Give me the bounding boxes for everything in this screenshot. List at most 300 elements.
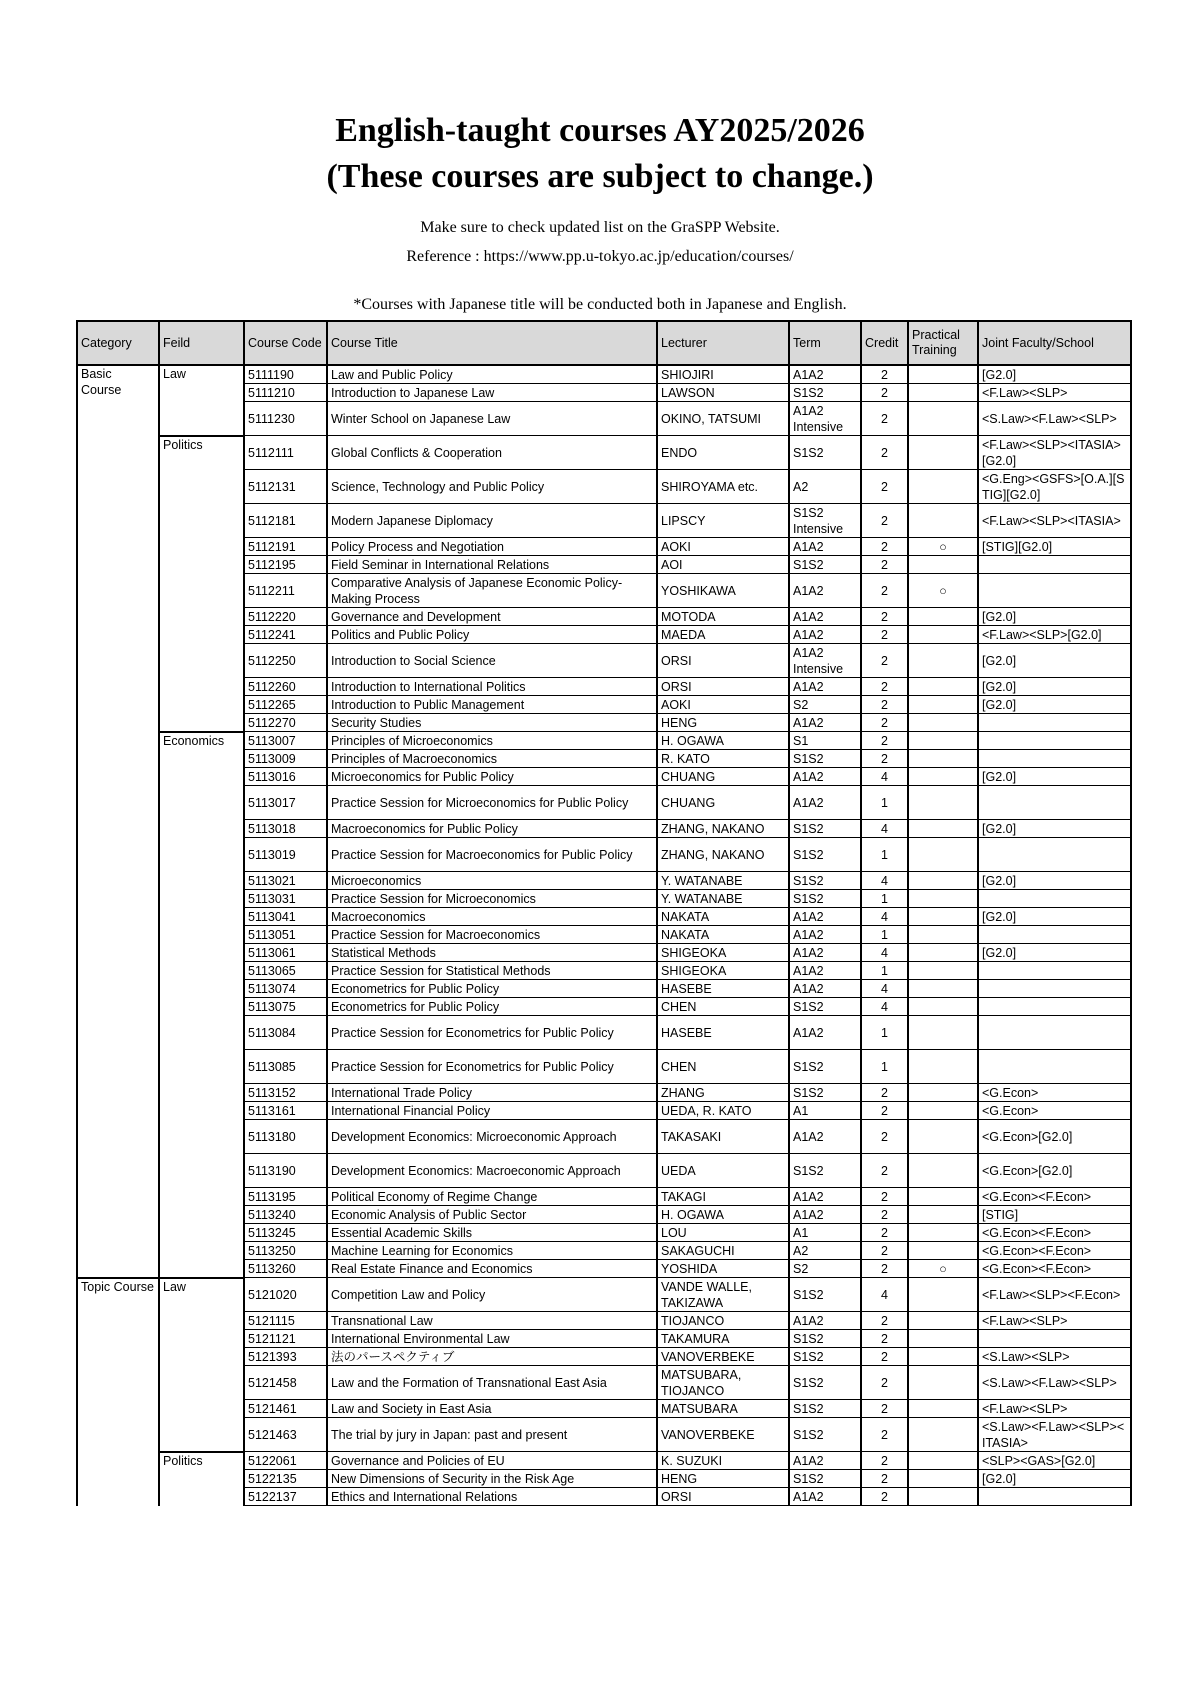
- course-code-cell: 5113195: [244, 1188, 327, 1206]
- term-cell: A1A2: [789, 786, 861, 820]
- credit-cell: 2: [861, 402, 908, 436]
- practical-training-cell: [908, 402, 978, 436]
- course-title-cell: Introduction to Public Management: [327, 696, 657, 714]
- joint-faculty-cell: [G2.0]: [978, 908, 1131, 926]
- course-table-body: [77, 365, 1131, 1506]
- term-cell: S1S2: [789, 998, 861, 1016]
- term-cell: S1S2: [789, 1366, 861, 1400]
- credit-cell: 2: [861, 470, 908, 504]
- joint-faculty-cell: [978, 786, 1131, 820]
- course-code-cell: 5112191: [244, 538, 327, 556]
- lecturer-cell: NAKATA: [657, 926, 789, 944]
- practical-training-cell: [908, 1188, 978, 1206]
- joint-faculty-cell: <G.Econ>: [978, 1084, 1131, 1102]
- course-code-cell: 5113041: [244, 908, 327, 926]
- column-header-category: Category: [77, 321, 159, 365]
- course-code-cell: 5122061: [244, 1452, 327, 1470]
- lecturer-cell: YOSHIKAWA: [657, 574, 789, 608]
- joint-faculty-cell: [978, 980, 1131, 998]
- course-title-cell: Econometrics for Public Policy: [327, 980, 657, 998]
- course-title-cell: Introduction to Japanese Law: [327, 384, 657, 402]
- joint-faculty-cell: [978, 1050, 1131, 1084]
- term-cell: S1S2: [789, 890, 861, 908]
- term-cell: S1S2: [789, 1418, 861, 1452]
- course-title-cell: Development Economics: Macroeconomic Approach: [327, 1154, 657, 1188]
- joint-faculty-cell: <S.Law><F.Law><SLP>: [978, 1366, 1131, 1400]
- course-code-cell: 5121461: [244, 1400, 327, 1418]
- joint-faculty-cell: [G2.0]: [978, 820, 1131, 838]
- course-title-cell: Practice Session for Macroeconomics: [327, 926, 657, 944]
- course-title-cell: Governance and Development: [327, 608, 657, 626]
- course-title-cell: Introduction to International Politics: [327, 678, 657, 696]
- lecturer-cell: VANOVERBEKE: [657, 1418, 789, 1452]
- practical-training-cell: [908, 908, 978, 926]
- course-title-cell: Security Studies: [327, 714, 657, 732]
- credit-cell: 2: [861, 1348, 908, 1366]
- practical-training-cell: ○: [908, 1260, 978, 1278]
- joint-faculty-cell: <F.Law><SLP><F.Econ>: [978, 1278, 1131, 1312]
- practical-training-cell: [908, 872, 978, 890]
- course-title-cell: Principles of Microeconomics: [327, 732, 657, 750]
- practical-training-cell: [908, 470, 978, 504]
- credit-cell: 2: [861, 678, 908, 696]
- course-code-cell: 5113017: [244, 786, 327, 820]
- practical-training-cell: [908, 1400, 978, 1418]
- practical-training-cell: [908, 1084, 978, 1102]
- practical-training-cell: [908, 890, 978, 908]
- field-cell: Politics: [159, 1452, 244, 1506]
- term-cell: A1A2: [789, 944, 861, 962]
- term-cell: A1A2: [789, 980, 861, 998]
- joint-faculty-cell: [978, 556, 1131, 574]
- term-cell: S1S2: [789, 1278, 861, 1312]
- lecturer-cell: NAKATA: [657, 908, 789, 926]
- credit-cell: 2: [861, 1470, 908, 1488]
- term-cell: A1: [789, 1224, 861, 1242]
- practical-training-cell: ○: [908, 574, 978, 608]
- course-title-cell: International Environmental Law: [327, 1330, 657, 1348]
- term-cell: A1A2: [789, 1488, 861, 1506]
- term-cell: A1A2: [789, 1206, 861, 1224]
- course-title-cell: The trial by jury in Japan: past and present: [327, 1418, 657, 1452]
- joint-faculty-cell: [G2.0]: [978, 944, 1131, 962]
- joint-faculty-cell: [G2.0]: [978, 872, 1131, 890]
- credit-cell: 2: [861, 750, 908, 768]
- lecturer-cell: ZHANG: [657, 1084, 789, 1102]
- lecturer-cell: LAWSON: [657, 384, 789, 402]
- joint-faculty-cell: [G2.0]: [978, 678, 1131, 696]
- term-cell: A1A2: [789, 768, 861, 786]
- lecturer-cell: OKINO, TATSUMI: [657, 402, 789, 436]
- course-code-cell: 5121115: [244, 1312, 327, 1330]
- credit-cell: 1: [861, 1016, 908, 1050]
- term-cell: S1S2: [789, 1470, 861, 1488]
- practical-training-cell: [908, 1418, 978, 1452]
- credit-cell: 2: [861, 626, 908, 644]
- document-subtitle: (These courses are subject to change.): [326, 158, 874, 195]
- column-header-lecturer: Lecturer: [657, 321, 789, 365]
- practical-training-cell: [908, 1470, 978, 1488]
- practical-training-cell: [908, 608, 978, 626]
- credit-cell: 2: [861, 504, 908, 538]
- joint-faculty-cell: [G2.0]: [978, 644, 1131, 678]
- practical-training-cell: [908, 1050, 978, 1084]
- course-code-cell: 5121020: [244, 1278, 327, 1312]
- credit-cell: 2: [861, 732, 908, 750]
- lecturer-cell: LIPSCY: [657, 504, 789, 538]
- table-row: [77, 732, 1131, 750]
- credit-cell: 4: [861, 998, 908, 1016]
- course-code-cell: 5113007: [244, 732, 327, 750]
- joint-faculty-cell: <G.Econ><F.Econ>: [978, 1260, 1131, 1278]
- credit-cell: 2: [861, 696, 908, 714]
- credit-cell: 2: [861, 1400, 908, 1418]
- joint-faculty-cell: [978, 750, 1131, 768]
- credit-cell: 4: [861, 980, 908, 998]
- course-code-cell: 5112181: [244, 504, 327, 538]
- course-code-cell: 5112260: [244, 678, 327, 696]
- credit-cell: 2: [861, 1330, 908, 1348]
- lecturer-cell: CHEN: [657, 1050, 789, 1084]
- joint-faculty-cell: <G.Econ>[G2.0]: [978, 1120, 1131, 1154]
- course-code-cell: 5113161: [244, 1102, 327, 1120]
- course-code-cell: 5112195: [244, 556, 327, 574]
- lecturer-cell: MATSUBARA, TIOJANCO: [657, 1366, 789, 1400]
- lecturer-cell: MATSUBARA: [657, 1400, 789, 1418]
- course-code-cell: 5113190: [244, 1154, 327, 1188]
- joint-faculty-cell: [STIG][G2.0]: [978, 538, 1131, 556]
- credit-cell: 4: [861, 1278, 908, 1312]
- practical-training-cell: [908, 1242, 978, 1260]
- practical-training-cell: [908, 1016, 978, 1050]
- term-cell: S1S2: [789, 1084, 861, 1102]
- term-cell: S1S2: [789, 820, 861, 838]
- course-title-cell: Machine Learning for Economics: [327, 1242, 657, 1260]
- column-header-course-code: Course Code: [244, 321, 327, 365]
- update-note: Make sure to check updated list on the GraSPP Website.: [420, 219, 780, 236]
- joint-faculty-cell: [STIG]: [978, 1206, 1131, 1224]
- term-cell: A1A2: [789, 678, 861, 696]
- japanese-title-note: *Courses with Japanese title will be conducted both in Japanese and English.: [353, 296, 847, 313]
- credit-cell: 2: [861, 1452, 908, 1470]
- table-row: [77, 1452, 1131, 1470]
- term-cell: S1S2: [789, 1348, 861, 1366]
- practical-training-cell: [908, 714, 978, 732]
- joint-faculty-cell: <SLP><GAS>[G2.0]: [978, 1452, 1131, 1470]
- course-table: [76, 320, 1132, 1506]
- practical-training-cell: [908, 365, 978, 384]
- credit-cell: 1: [861, 890, 908, 908]
- practical-training-cell: [908, 1366, 978, 1400]
- column-header-joint-faculty: Joint Faculty/School: [978, 321, 1131, 365]
- joint-faculty-cell: <F.Law><SLP>[G2.0]: [978, 626, 1131, 644]
- practical-training-cell: ○: [908, 538, 978, 556]
- lecturer-cell: TAKAMURA: [657, 1330, 789, 1348]
- column-header-field: Feild: [159, 321, 244, 365]
- term-cell: A2: [789, 1242, 861, 1260]
- field-cell: Politics: [159, 436, 244, 732]
- lecturer-cell: H. OGAWA: [657, 732, 789, 750]
- term-cell: A1A2: [789, 962, 861, 980]
- credit-cell: 2: [861, 1366, 908, 1400]
- practical-training-cell: [908, 1312, 978, 1330]
- course-title-cell: Policy Process and Negotiation: [327, 538, 657, 556]
- lecturer-cell: AOKI: [657, 538, 789, 556]
- credit-cell: 1: [861, 962, 908, 980]
- course-code-cell: 5113240: [244, 1206, 327, 1224]
- term-cell: A1A2: [789, 1016, 861, 1050]
- lecturer-cell: K. SUZUKI: [657, 1452, 789, 1470]
- course-title-cell: Governance and Policies of EU: [327, 1452, 657, 1470]
- course-title-cell: Practice Session for Econometrics for Public Policy: [327, 1016, 657, 1050]
- credit-cell: 2: [861, 714, 908, 732]
- course-code-cell: 5113051: [244, 926, 327, 944]
- course-title-cell: Statistical Methods: [327, 944, 657, 962]
- course-code-cell: 5122135: [244, 1470, 327, 1488]
- joint-faculty-cell: [978, 838, 1131, 872]
- credit-cell: 4: [861, 820, 908, 838]
- joint-faculty-cell: <F.Law><SLP><ITASIA>[G2.0]: [978, 436, 1131, 470]
- lecturer-cell: TIOJANCO: [657, 1312, 789, 1330]
- term-cell: A2: [789, 470, 861, 504]
- term-cell: S1S2: [789, 384, 861, 402]
- practical-training-cell: [908, 1102, 978, 1120]
- practical-training-cell: [908, 1452, 978, 1470]
- lecturer-cell: Y. WATANABE: [657, 890, 789, 908]
- course-code-cell: 5112220: [244, 608, 327, 626]
- lecturer-cell: CHUANG: [657, 786, 789, 820]
- term-cell: A1A2: [789, 1188, 861, 1206]
- course-title-cell: Microeconomics for Public Policy: [327, 768, 657, 786]
- joint-faculty-cell: <S.Law><F.Law><SLP>: [978, 402, 1131, 436]
- credit-cell: 1: [861, 1050, 908, 1084]
- course-title-cell: Macroeconomics: [327, 908, 657, 926]
- course-code-cell: 5113245: [244, 1224, 327, 1242]
- course-title-cell: Macroeconomics for Public Policy: [327, 820, 657, 838]
- practical-training-cell: [908, 768, 978, 786]
- joint-faculty-cell: <S.Law><SLP>: [978, 1348, 1131, 1366]
- practical-training-cell: [908, 626, 978, 644]
- term-cell: A1A2: [789, 538, 861, 556]
- course-title-cell: Modern Japanese Diplomacy: [327, 504, 657, 538]
- course-title-cell: Science, Technology and Public Policy: [327, 470, 657, 504]
- practical-training-cell: [908, 504, 978, 538]
- practical-training-cell: [908, 732, 978, 750]
- field-cell: Law: [159, 365, 244, 436]
- term-cell: S1S2: [789, 556, 861, 574]
- course-title-cell: Transnational Law: [327, 1312, 657, 1330]
- course-code-cell: 5112265: [244, 696, 327, 714]
- credit-cell: 2: [861, 384, 908, 402]
- column-header-practical-training: Practical Training: [908, 321, 978, 365]
- joint-faculty-cell: [978, 962, 1131, 980]
- lecturer-cell: AOI: [657, 556, 789, 574]
- course-code-cell: 5113074: [244, 980, 327, 998]
- term-cell: A1A2: [789, 608, 861, 626]
- column-header-credit: Credit: [861, 321, 908, 365]
- lecturer-cell: AOKI: [657, 696, 789, 714]
- course-title-cell: Real Estate Finance and Economics: [327, 1260, 657, 1278]
- practical-training-cell: [908, 980, 978, 998]
- credit-cell: 2: [861, 436, 908, 470]
- lecturer-cell: UEDA: [657, 1154, 789, 1188]
- course-title-cell: Comparative Analysis of Japanese Economic Policy-Making Process: [327, 574, 657, 608]
- practical-training-cell: [908, 944, 978, 962]
- lecturer-cell: HASEBE: [657, 1016, 789, 1050]
- lecturer-cell: Y. WATANABE: [657, 872, 789, 890]
- practical-training-cell: [908, 962, 978, 980]
- column-header-course-title: Course Title: [327, 321, 657, 365]
- term-cell: S2: [789, 1260, 861, 1278]
- course-title-cell: Law and the Formation of Transnational East Asia: [327, 1366, 657, 1400]
- course-title-cell: Principles of Macroeconomics: [327, 750, 657, 768]
- course-code-cell: 5112211: [244, 574, 327, 608]
- course-code-cell: 5113009: [244, 750, 327, 768]
- field-cell: Law: [159, 1278, 244, 1452]
- course-code-cell: 5111230: [244, 402, 327, 436]
- lecturer-cell: VANDE WALLE, TAKIZAWA: [657, 1278, 789, 1312]
- term-cell: S1S2: [789, 1050, 861, 1084]
- credit-cell: 2: [861, 1084, 908, 1102]
- term-cell: S1S2: [789, 872, 861, 890]
- practical-training-cell: [908, 1120, 978, 1154]
- practical-training-cell: [908, 384, 978, 402]
- credit-cell: 2: [861, 644, 908, 678]
- lecturer-cell: ENDO: [657, 436, 789, 470]
- practical-training-cell: [908, 750, 978, 768]
- joint-faculty-cell: <F.Law><SLP><ITASIA>: [978, 504, 1131, 538]
- course-code-cell: 5112111: [244, 436, 327, 470]
- course-code-cell: 5113065: [244, 962, 327, 980]
- lecturer-cell: UEDA, R. KATO: [657, 1102, 789, 1120]
- term-cell: A1A2: [789, 1120, 861, 1154]
- practical-training-cell: [908, 1330, 978, 1348]
- joint-faculty-cell: <S.Law><F.Law><SLP><ITASIA>: [978, 1418, 1131, 1452]
- term-cell: A1A2: [789, 1312, 861, 1330]
- lecturer-cell: ORSI: [657, 678, 789, 696]
- course-code-cell: 5121393: [244, 1348, 327, 1366]
- practical-training-cell: [908, 556, 978, 574]
- joint-faculty-cell: [978, 926, 1131, 944]
- course-code-cell: 5121121: [244, 1330, 327, 1348]
- reference-note: Reference : https://www.pp.u-tokyo.ac.jp/education/courses/: [406, 248, 794, 265]
- course-title-cell: Practice Session for Statistical Methods: [327, 962, 657, 980]
- joint-faculty-cell: [978, 732, 1131, 750]
- course-title-cell: International Trade Policy: [327, 1084, 657, 1102]
- course-title-cell: Practice Session for Econometrics for Public Policy: [327, 1050, 657, 1084]
- table-header-row: [77, 321, 1131, 365]
- joint-faculty-cell: [978, 1488, 1131, 1506]
- term-cell: A1A2: [789, 714, 861, 732]
- joint-faculty-cell: <F.Law><SLP>: [978, 1400, 1131, 1418]
- credit-cell: 4: [861, 768, 908, 786]
- credit-cell: 2: [861, 365, 908, 384]
- term-cell: A1A2 Intensive: [789, 402, 861, 436]
- credit-cell: 2: [861, 1206, 908, 1224]
- document-title: English-taught courses AY2025/2026: [335, 112, 865, 149]
- practical-training-cell: [908, 1278, 978, 1312]
- term-cell: A1A2: [789, 574, 861, 608]
- course-title-cell: Practice Session for Microeconomics: [327, 890, 657, 908]
- course-title-cell: Global Conflicts & Cooperation: [327, 436, 657, 470]
- practical-training-cell: [908, 838, 978, 872]
- joint-faculty-cell: [G2.0]: [978, 696, 1131, 714]
- lecturer-cell: SHIGEOKA: [657, 944, 789, 962]
- column-header-term: Term: [789, 321, 861, 365]
- lecturer-cell: SHIROYAMA etc.: [657, 470, 789, 504]
- course-title-cell: International Financial Policy: [327, 1102, 657, 1120]
- term-cell: S1S2: [789, 1154, 861, 1188]
- credit-cell: 2: [861, 1242, 908, 1260]
- practical-training-cell: [908, 998, 978, 1016]
- credit-cell: 2: [861, 556, 908, 574]
- credit-cell: 2: [861, 1224, 908, 1242]
- credit-cell: 2: [861, 1312, 908, 1330]
- course-code-cell: 5113075: [244, 998, 327, 1016]
- course-title-cell: Ethics and International Relations: [327, 1488, 657, 1506]
- credit-cell: 2: [861, 608, 908, 626]
- course-title-cell: Practice Session for Macroeconomics for Public Policy: [327, 838, 657, 872]
- credit-cell: 2: [861, 1188, 908, 1206]
- joint-faculty-cell: [G2.0]: [978, 365, 1131, 384]
- lecturer-cell: H. OGAWA: [657, 1206, 789, 1224]
- lecturer-cell: HENG: [657, 1470, 789, 1488]
- credit-cell: 2: [861, 1260, 908, 1278]
- lecturer-cell: ZHANG, NAKANO: [657, 820, 789, 838]
- joint-faculty-cell: [978, 574, 1131, 608]
- lecturer-cell: MAEDA: [657, 626, 789, 644]
- course-code-cell: 5113084: [244, 1016, 327, 1050]
- practical-training-cell: [908, 678, 978, 696]
- practical-training-cell: [908, 926, 978, 944]
- term-cell: S1S2: [789, 838, 861, 872]
- course-code-cell: 5122137: [244, 1488, 327, 1506]
- lecturer-cell: CHUANG: [657, 768, 789, 786]
- course-title-cell: Essential Academic Skills: [327, 1224, 657, 1242]
- practical-training-cell: [908, 1154, 978, 1188]
- course-code-cell: 5112131: [244, 470, 327, 504]
- lecturer-cell: R. KATO: [657, 750, 789, 768]
- category-cell: Basic Course: [77, 365, 159, 1278]
- credit-cell: 1: [861, 926, 908, 944]
- lecturer-cell: YOSHIDA: [657, 1260, 789, 1278]
- joint-faculty-cell: [978, 890, 1131, 908]
- course-code-cell: 5113016: [244, 768, 327, 786]
- practical-training-cell: [908, 1224, 978, 1242]
- table-row: [77, 365, 1131, 384]
- course-code-cell: 5121463: [244, 1418, 327, 1452]
- course-title-cell: Law and Society in East Asia: [327, 1400, 657, 1418]
- joint-faculty-cell: [G2.0]: [978, 768, 1131, 786]
- course-code-cell: 5113085: [244, 1050, 327, 1084]
- practical-training-cell: [908, 1488, 978, 1506]
- lecturer-cell: ORSI: [657, 1488, 789, 1506]
- lecturer-cell: TAKAGI: [657, 1188, 789, 1206]
- lecturer-cell: ORSI: [657, 644, 789, 678]
- joint-faculty-cell: <G.Econ><F.Econ>: [978, 1224, 1131, 1242]
- credit-cell: 4: [861, 908, 908, 926]
- course-title-cell: Introduction to Social Science: [327, 644, 657, 678]
- credit-cell: 2: [861, 1154, 908, 1188]
- course-code-cell: 5113260: [244, 1260, 327, 1278]
- practical-training-cell: [908, 1206, 978, 1224]
- credit-cell: 2: [861, 1418, 908, 1452]
- lecturer-cell: MOTODA: [657, 608, 789, 626]
- course-title-cell: 法のパースペクティブ: [327, 1348, 657, 1366]
- term-cell: S1S2: [789, 750, 861, 768]
- credit-cell: 4: [861, 944, 908, 962]
- term-cell: S1S2: [789, 436, 861, 470]
